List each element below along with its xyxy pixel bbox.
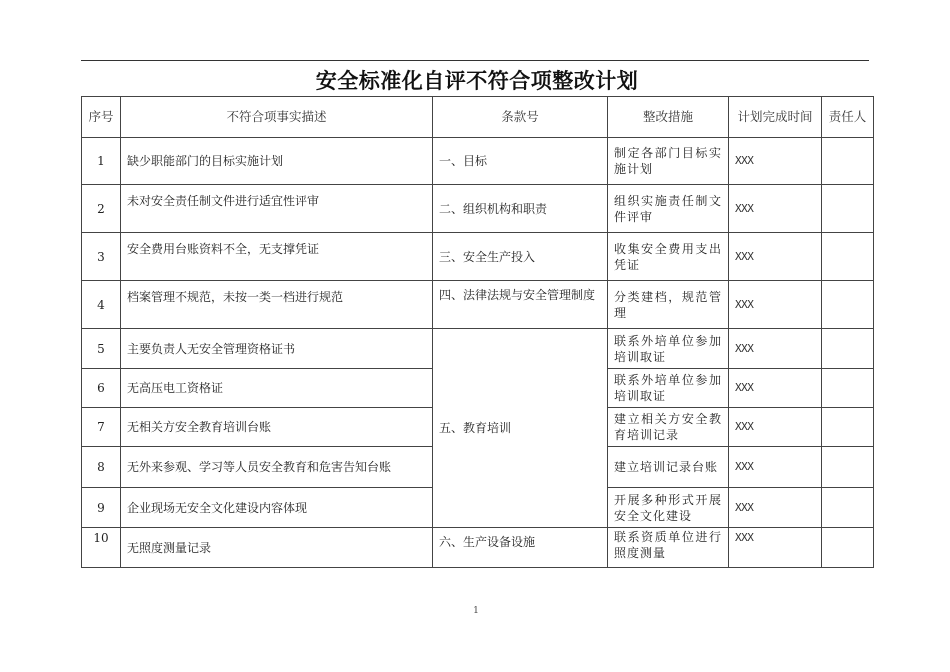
cell-planned-time: XXX: [729, 138, 822, 185]
cell-measure: 联系外培单位参加培训取证: [608, 329, 729, 369]
table-header-row: [82, 97, 874, 138]
cell-planned-time: XXX: [729, 488, 822, 528]
cell-owner: [822, 138, 874, 185]
cell-seq: 5: [82, 329, 121, 369]
document-title: 安全标准化自评不符合项整改计划: [315, 69, 639, 93]
cell-measure: 分类建档，规范管理: [608, 281, 729, 329]
header-owner: 责任人: [822, 97, 874, 138]
page-number: 1: [473, 606, 479, 616]
cell-seq: 4: [82, 281, 121, 329]
cell-seq: 9: [82, 488, 121, 528]
cell-clause: 一、目标: [433, 138, 608, 185]
cell-description: 无相关方安全教育培训台账: [121, 408, 433, 447]
cell-clause: 三、安全生产投入: [433, 233, 608, 281]
cell-planned-time: XXX: [729, 233, 822, 281]
cell-measure: 建立培训记录台账: [608, 447, 729, 488]
cell-seq: 2: [82, 185, 121, 233]
cell-seq: 8: [82, 447, 121, 488]
table-row: [82, 281, 874, 329]
cell-seq: 3: [82, 233, 121, 281]
table-row: [82, 138, 874, 185]
cell-owner: [822, 528, 874, 568]
cell-description: 未对安全责任制文件进行适宜性评审: [121, 185, 433, 233]
cell-measure: 联系资质单位进行照度测量: [608, 528, 729, 568]
rectification-plan-table: [81, 96, 874, 568]
header-clause: 条款号: [433, 97, 608, 138]
header-planned-time: 计划完成时间: [729, 97, 822, 138]
header-description: 不符合项事实描述: [121, 97, 433, 138]
cell-description: 无外来参观、学习等人员安全教育和危害告知台账: [121, 447, 433, 488]
cell-planned-time: XXX: [729, 528, 822, 568]
table-row: [82, 528, 874, 568]
cell-planned-time: XXX: [729, 329, 822, 369]
cell-seq: 10: [82, 528, 121, 568]
cell-owner: [822, 369, 874, 408]
header-rule: [81, 60, 869, 61]
cell-clause: 二、组织机构和职责: [433, 185, 608, 233]
cell-measure: 开展多种形式开展安全文化建设: [608, 488, 729, 528]
cell-clause: 四、法律法规与安全管理制度: [433, 281, 608, 329]
cell-measure: 建立相关方安全教育培训记录: [608, 408, 729, 447]
cell-measure: 收集安全费用支出凭证: [608, 233, 729, 281]
cell-owner: [822, 233, 874, 281]
table-row: [82, 185, 874, 233]
cell-owner: [822, 185, 874, 233]
cell-seq: 1: [82, 138, 121, 185]
cell-owner: [822, 408, 874, 447]
cell-measure: 制定各部门目标实施计划: [608, 138, 729, 185]
cell-measure: 组织实施责任制文件评审: [608, 185, 729, 233]
cell-planned-time: XXX: [729, 408, 822, 447]
cell-owner: [822, 329, 874, 369]
cell-owner: [822, 488, 874, 528]
header-seq: 序号: [82, 97, 121, 138]
cell-description: 无高压电工资格证: [121, 369, 433, 408]
cell-seq: 6: [82, 369, 121, 408]
cell-owner: [822, 281, 874, 329]
cell-planned-time: XXX: [729, 185, 822, 233]
cell-description: 档案管理不规范，未按一类一档进行规范: [121, 281, 433, 329]
cell-seq: 7: [82, 408, 121, 447]
table-row: [82, 233, 874, 281]
table-row: [82, 329, 874, 369]
cell-planned-time: XXX: [729, 281, 822, 329]
cell-description: 无照度测量记录: [121, 528, 433, 568]
cell-description: 安全费用台账资料不全，无支撑凭证: [121, 233, 433, 281]
cell-planned-time: XXX: [729, 369, 822, 408]
cell-clause-merged: 五、教育培训: [433, 329, 608, 528]
cell-measure: 联系外培单位参加培训取证: [608, 369, 729, 408]
cell-owner: [822, 447, 874, 488]
cell-description: 主要负责人无安全管理资格证书: [121, 329, 433, 369]
header-measure: 整改措施: [608, 97, 729, 138]
cell-clause: 六、生产设备设施: [433, 528, 608, 568]
cell-planned-time: XXX: [729, 447, 822, 488]
cell-description: 企业现场无安全文化建设内容体现: [121, 488, 433, 528]
cell-description: 缺少职能部门的目标实施计划: [121, 138, 433, 185]
